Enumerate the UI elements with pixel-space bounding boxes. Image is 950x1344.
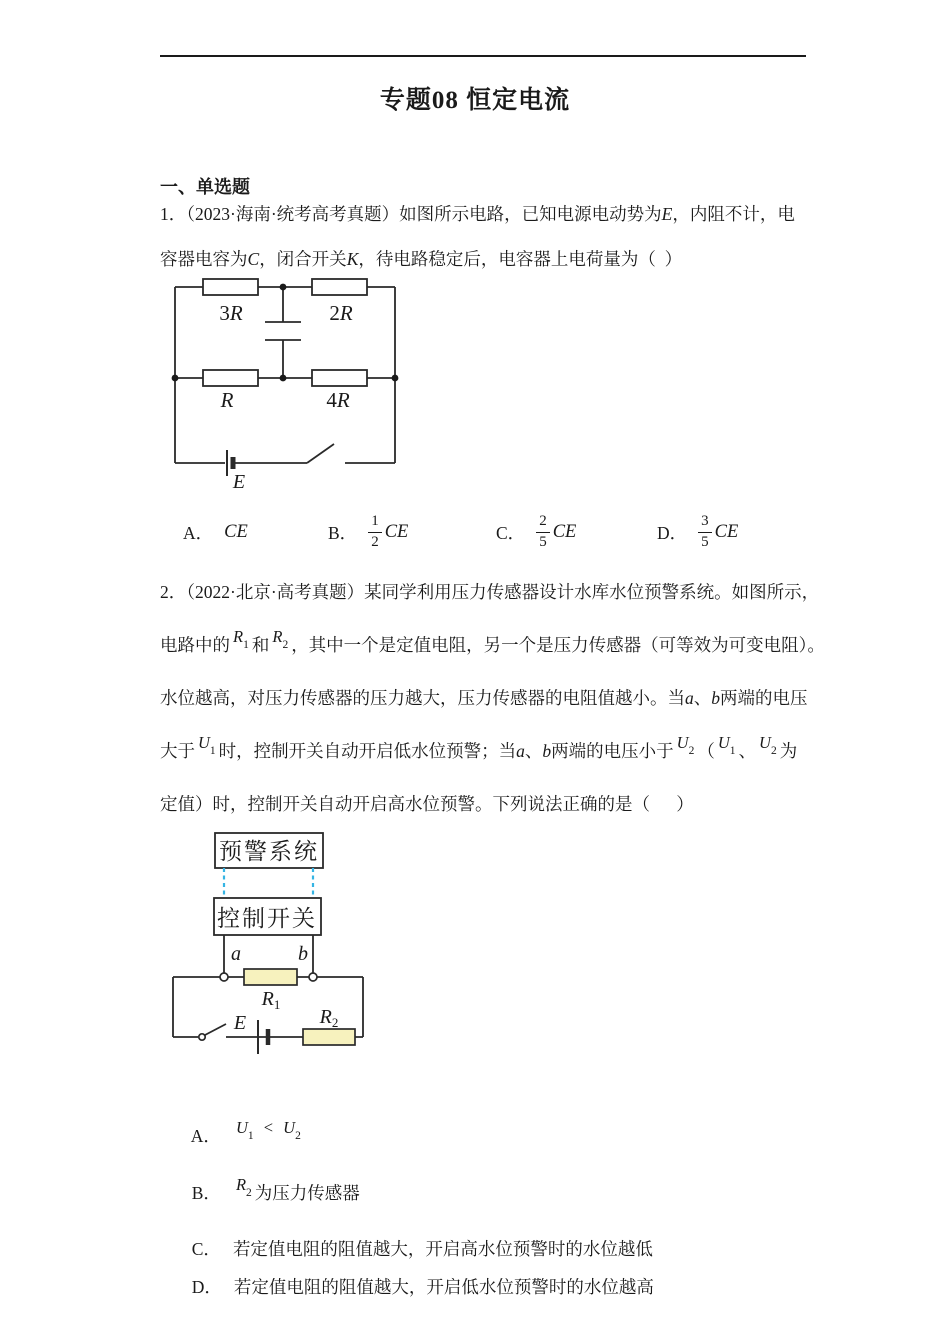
q2-text-line [160,725,860,778]
option-content [233,1175,360,1203]
math-subscript: 1 [209,745,216,758]
math-var: U [717,733,730,752]
resistor-2R-icon [312,279,367,295]
terminal-node-b [309,973,317,981]
option-label: C． [191,1239,221,1259]
math-var-raised [236,1177,252,1198]
math-var: U [676,733,689,752]
text-run: 2．（2022·北京·高考真题）某同学利用压力传感器设计水库水位预警系统。如图所示， [160,582,820,602]
text-run: 为压力传感器 [254,1183,360,1203]
option-expression: CE [224,521,248,542]
math-var: R [272,627,283,646]
resistor-R1-label: $R_1$ [261,988,281,1012]
switch-icon [307,444,334,463]
battery-label: E [232,471,246,493]
math-var: U [759,733,771,752]
switch-pivot [199,1034,205,1040]
text-run: 电路中的 [160,635,230,655]
math-var: U [283,1118,296,1137]
dashed-links [224,868,313,898]
section-heading: 一、单选题 [160,177,250,197]
terminal-node-a [220,973,228,981]
math-subscript: 2 [282,639,289,652]
math-var: K [346,249,359,269]
text-run: 容器电容为 [160,249,248,269]
node-dot [172,375,179,382]
fraction: $\frac{3}{5}$ [698,513,712,551]
resistor-label: R [220,388,234,412]
q1-text-line [160,192,860,237]
math-subscript: 1 [243,639,249,652]
q2-text-line [160,672,860,725]
math-var: U [235,1118,248,1137]
q2-option-a [183,1094,304,1146]
q2-option-d [183,1245,654,1297]
control-switch-label: 控制开关 [217,906,317,931]
resistor-label: 2R [329,301,353,325]
text-run: 水位越高，对压力传感器的压力越大，压力传感器的电阻值越小。当 [160,688,685,708]
math-var-raised [198,735,216,756]
option-expression: CE [714,521,739,542]
math-var-raised [759,735,777,756]
math-operator: < [259,1118,278,1137]
switch-icon [205,1024,226,1035]
resistor-3R-icon [203,279,258,295]
text-run: 、 [524,741,543,761]
resistor-R1-icon [244,969,297,985]
math-var-raised [272,629,288,650]
math-var: U [198,733,210,752]
q2-option-b [183,1151,360,1203]
option-label: B． [191,1183,221,1203]
node-dot [392,375,399,382]
text-run: 大于 [160,741,195,761]
q1-option-c [496,504,576,560]
option-label: B． [328,522,358,543]
fraction: $\frac{1}{2}$ [368,513,382,551]
text-run: 和 [251,635,270,655]
resistor-R2-label: $R_2$ [319,1006,339,1030]
math-var-raised [677,735,695,756]
q2-text-line [160,566,860,619]
option-label: C． [496,522,526,543]
text-run: 、 [693,688,712,708]
q2-circuit-diagram [158,828,370,1064]
text-run: ，内阻不计，电 [672,204,795,224]
node-dot [280,284,287,291]
resistor-label: 3R [219,301,243,325]
math-var-raised [718,735,736,756]
battery-label: E [233,1012,247,1034]
option-expression: CE [384,521,409,542]
math-var: b [711,688,720,708]
text-run: 定值）时，控制开关自动开启高水位预警。下列说法正确的是（ ） [160,794,694,814]
terminal-a-label: a [231,943,241,965]
math-subscript: 1 [729,745,736,758]
math-var: a [516,741,525,761]
resistor-label: 4R [326,388,350,412]
math-subscript: 2 [770,745,777,758]
question-1-text [160,192,860,282]
fraction: $\frac{2}{5}$ [536,513,550,551]
math-subscript: 2 [295,1130,301,1143]
text-run: 两端的电压小于 [551,741,674,761]
node-dot [280,375,287,382]
resistor-R2-icon [303,1029,355,1045]
math-var: b [542,741,552,761]
math-var-raised [233,629,249,650]
text-run: （ [697,741,715,761]
option-expression: CE [552,521,577,542]
option-label: D． [191,1277,222,1297]
text-run: 时，控制开关自动开启低水位预警；当 [218,741,517,761]
option-label: A． [190,1126,221,1146]
q1-option-d [657,504,738,560]
option-label: D． [657,522,688,543]
text-run: ，其中一个是定值电阻，另一个是压力传感器（可等效为可变电阻）。 [291,635,825,655]
terminal-b-label: b [298,943,308,965]
math-var-raised [236,1120,254,1141]
resistor-4R-icon [312,370,367,386]
math-var: E [661,204,673,224]
q2-text-line [160,619,860,672]
math-subscript: 2 [246,1187,252,1200]
math-var: R [235,1175,247,1194]
math-var-raised [283,1120,301,1141]
junction-dots [172,284,399,382]
math-var: a [685,688,694,708]
capacitor-icon [265,287,301,378]
q2-option-c [183,1207,653,1259]
header-rule [160,55,806,57]
text-run: ，闭合开关 [259,249,347,269]
page-title: 专题08 恒定电流 [379,87,571,114]
option-content [233,1118,304,1146]
q1-circuit-diagram [170,273,410,499]
resistor-R-icon [203,370,258,386]
warning-system-label: 预警系统 [219,839,319,864]
q2-text-line [160,778,860,831]
option-content [234,1277,654,1297]
text-run: 若定值电阻的阻值越大，开启低水位预警时的水位越高 [233,1277,654,1297]
math-subscript: 1 [247,1130,254,1143]
math-var: C [247,249,260,269]
q1-option-b [328,504,408,560]
text-run: ，待电路稳定后，电容器上电荷量为（ ） [358,249,683,269]
math-var: R [233,627,244,646]
question-2-text [160,566,860,831]
text-run: 、 [738,741,757,761]
option-label: A． [183,522,214,543]
q1-options [160,504,880,560]
math-subscript: 2 [688,745,695,758]
text-run: 两端的电压 [720,688,808,708]
text-run: 为 [779,741,798,761]
text-run: 若定值电阻的阻值越大，开启高水位预警时的水位越低 [232,1239,653,1259]
q1-option-a [183,504,248,560]
text-run: 1．（2023·海南·统考高考真题）如图所示电路，已知电源电动势为 [160,204,662,224]
